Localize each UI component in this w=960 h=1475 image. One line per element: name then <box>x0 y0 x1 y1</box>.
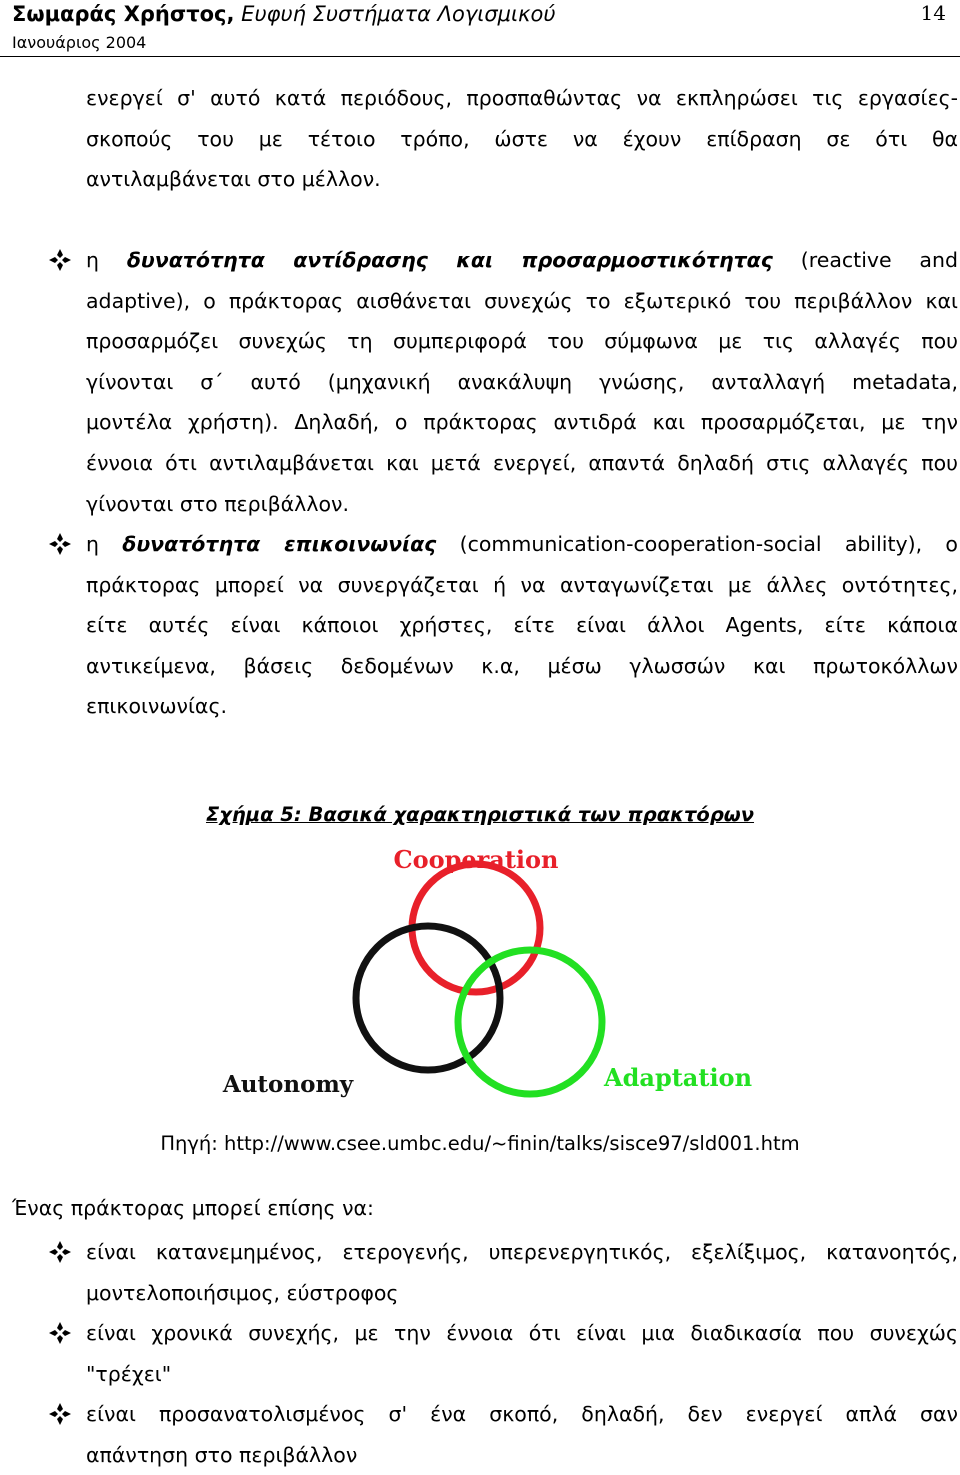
autonomy-label: Autonomy <box>222 1071 354 1098</box>
figure-caption: Σχήμα 5: Βασικά χαρακτηριστικά των πρακτόρων <box>205 803 755 826</box>
text-line: σκοπούς του με τέτοιο τρόπο, ώστε να έχουν επίδραση σε ότι θα <box>86 126 958 151</box>
text-line: απάντηση στο περιβάλλον <box>86 1442 358 1467</box>
text-line: πράκτορας μπορεί να συνεργάζεται ή να ανταγωνίζεται με άλλες οντότητες, <box>86 572 958 597</box>
venn-diagram <box>200 840 760 1110</box>
page-number: 14 <box>920 1 946 25</box>
header-title <box>12 0 556 28</box>
text-line: "τρέχει" <box>86 1361 172 1386</box>
header-date: Ιανουάριος 2004 <box>12 33 147 52</box>
bullet-first-line <box>86 240 958 281</box>
diamond-bullet-icon <box>48 1402 72 1426</box>
text-line: έννοια ότι αντιλαμβάνεται και μετά ενεργεί, απαντά δηλαδή στις αλλαγές που <box>86 450 958 475</box>
text-line: είτε αυτές είναι κάποιοι χρήστες, είτε είναι άλλοι Agents, είτε κάποια <box>86 613 958 638</box>
bullet-first-line <box>86 524 958 565</box>
bullet-reactive <box>86 240 958 524</box>
diamond-bullet-icon <box>48 248 72 272</box>
text-line: επικοινωνίας. <box>86 694 227 719</box>
adaptation-circle <box>458 950 602 1094</box>
text-line: adaptive), ο πράκτορας αισθάνεται συνεχώς το εξωτερικό του περιβάλλον και <box>86 288 958 313</box>
diamond-bullet-icon <box>48 1321 72 1345</box>
bullet-rest: (reactive and <box>800 248 959 272</box>
diamond-bullet-icon <box>48 532 72 556</box>
list-intro: Ένας πράκτορας μπορεί επίσης να: <box>12 1196 374 1220</box>
header-author: Σωμαράς Χρήστος, <box>12 2 235 26</box>
figure-source: Πηγή: http://www.csee.umbc.edu/~finin/talks/sisce97/sld001.htm <box>160 1132 800 1155</box>
text-line: ενεργεί σ' αυτό κατά περιόδους, προσπαθώντας να εκπληρώσει τις εργασίες- <box>86 86 958 110</box>
bullet-rest: (communication-cooperation-social ability), ο <box>459 532 958 556</box>
list-item <box>86 1232 958 1313</box>
header-book-title: Ευφυή Συστήματα Λογισμικού <box>241 2 556 26</box>
text-line: μοντελοποιήσιμος, εύστροφος <box>86 1280 399 1305</box>
autonomy-circle <box>356 926 500 1070</box>
bullet-communication <box>86 524 958 727</box>
text-line: προσαρμόζει συνεχώς τη συμπεριφορά του σύμφωνα με τις αλλαγές που <box>86 329 958 354</box>
text-line: γίνονται στο περιβάλλον. <box>86 491 349 516</box>
adaptation-label: Adaptation <box>603 1063 753 1092</box>
list-item <box>86 1394 958 1475</box>
bullet-prefix: η <box>86 248 99 272</box>
list-item <box>86 1313 958 1394</box>
text-line: είναι κατανεμημένος, ετερογενής, υπερενεργητικός, εξελίξιμος, κατανοητός, <box>86 1240 958 1264</box>
paragraph-continuation <box>86 78 958 200</box>
text-line: είναι χρονικά συνεχής, με την έννοια ότι είναι μια διαδικασία που συνεχώς <box>86 1321 958 1345</box>
bullet-term: δυνατότητα επικοινωνίας <box>122 532 437 556</box>
text-line: είναι προσανατολισμένος σ' ένα σκοπό, δηλαδή, δεν ενεργεί απλά σαν <box>86 1402 958 1426</box>
diamond-bullet-icon <box>48 1240 72 1264</box>
bullet-prefix: η <box>86 532 99 556</box>
text-line: αντικείμενα, βάσεις δεδομένων κ.α, μέσω γλωσσών και πρωτοκόλλων <box>86 653 958 678</box>
text-line: γίνονται σ΄ αυτό (μηχανική ανακάλυψη γνώσης, ανταλλαγή metadata, <box>86 369 958 394</box>
page-header <box>0 0 960 57</box>
cooperation-label: Cooperation <box>393 845 559 874</box>
text-line: μοντέλα χρήστη). Δηλαδή, ο πράκτορας αντιδρά και προσαρμόζεται, με την <box>86 410 958 435</box>
bullet-term: δυνατότητα αντίδρασης και προσαρμοστικότητας <box>126 248 773 272</box>
text-line: αντιλαμβάνεται στο μέλλον. <box>86 167 381 192</box>
